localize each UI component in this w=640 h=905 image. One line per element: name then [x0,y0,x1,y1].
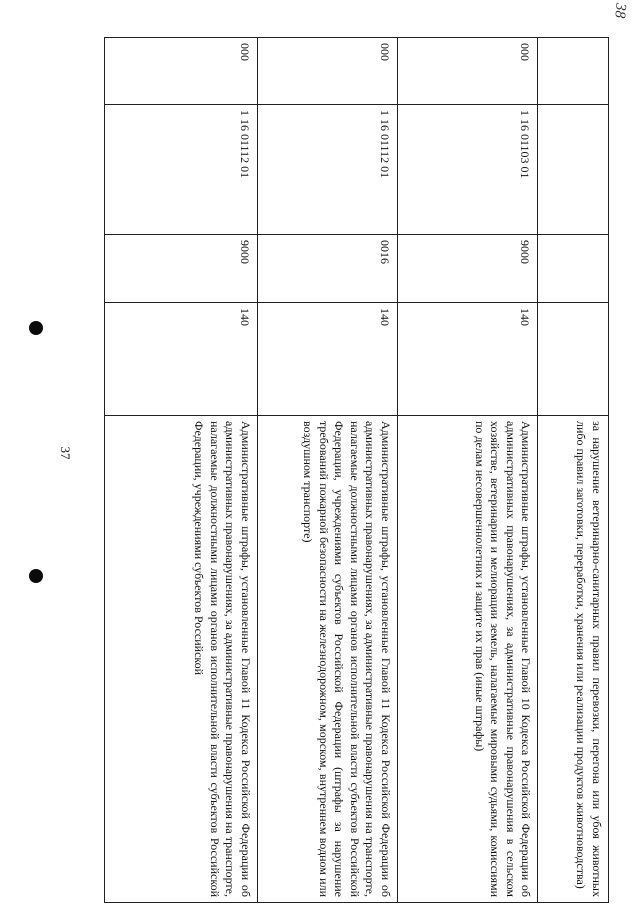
kbk-code-cell [538,105,609,235]
norm-cell: 140 [397,303,537,416]
punch-hole-bottom [29,569,43,583]
table-row [397,38,537,903]
handwritten-page-mark: 38 [611,2,629,19]
subcode-cell [538,235,609,303]
revenue-codes-table [104,37,609,903]
description-cell: Административные штрафы, установленные Главой 11 Кодекса Российской Федерации об административных правонарушениях, за административные правонарушения на транспорте, налагаемые должностными лицами органов исполнительной власти субъектов Российской Федерации, учреждениями субъектов Российской [105,416,258,903]
norm-cell: 140 [105,303,258,416]
description-cell: Административные штрафы, установленные Главой 11 Кодекса Российской Федерации об административных правонарушениях, за административные правонарушения на транспорте, налагаемые должностными лицами органов исполнительной власти субъектов Российской Федерации, учреждениями субъектов Российской Федерации (штрафы за нарушение требований пожарной безопасности на железнодорожном, морском, внутреннем водном или воздушном транспорте) [257,416,397,903]
kbk-code-cell: 1 16 01103 01 [397,105,537,235]
punch-hole-top [29,321,43,335]
norm-cell: 140 [257,303,397,416]
description-cell: за нарушение ветеринарно-санитарных правил перевозки, перегона или убоя животных либо правил заготовки, переработки, хранения или реализации продуктов животноводства) [538,416,609,903]
kbk-code-cell: 1 16 01112 01 [257,105,397,235]
kbk-code-cell: 1 16 01112 01 [105,105,258,235]
subcode-cell: 9000 [397,235,537,303]
admin-code-cell: 000 [105,38,258,105]
admin-code-cell: 000 [397,38,537,105]
admin-code-cell [538,38,609,105]
table-row [105,38,258,903]
description-cell: Административные штрафы, установленные Главой 10 Кодекса Российской Федерации об административных правонарушениях, за административные правонарушения в сельском хозяйстве, ветеринарии и мелиорации земель, налагаемые мировыми судьями, комиссиями по делам несовершеннолетних и защите их прав (иные штрафы) [397,416,537,903]
subcode-cell: 9000 [105,235,258,303]
admin-code-cell: 000 [257,38,397,105]
norm-cell [538,303,609,416]
table-row [538,38,609,903]
subcode-cell: 0016 [257,235,397,303]
document-table-area [104,37,609,902]
page-number: 37 [58,446,73,460]
table-row [257,38,397,903]
document-table-frame [104,37,609,902]
